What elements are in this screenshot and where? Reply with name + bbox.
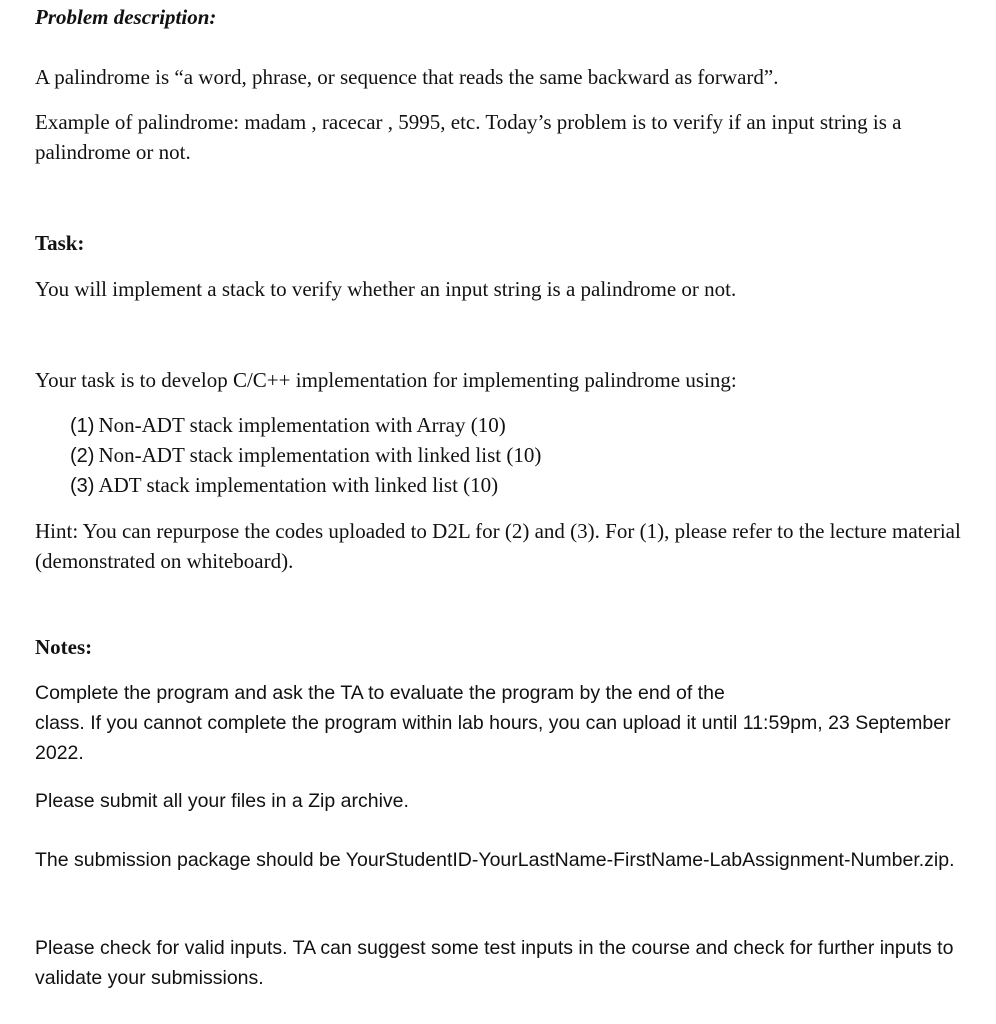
notes-package-name: The submission package should be YourStudentID-YourLastName-FirstName-LabAssignment-Number.zip. bbox=[35, 849, 955, 871]
list-item-text: Non-ADT stack implementation with Array (10) bbox=[98, 413, 506, 437]
problem-heading: Problem description: bbox=[35, 5, 217, 29]
notes-complete-program bbox=[35, 678, 970, 768]
implementation-list bbox=[70, 410, 920, 500]
task-heading: Task: bbox=[35, 231, 85, 255]
list-item-text: Non-ADT stack implementation with linked list (10) bbox=[98, 443, 542, 467]
list-item bbox=[70, 440, 920, 470]
list-item-number: (3) bbox=[70, 475, 95, 497]
list-item-number: (1) bbox=[70, 415, 95, 437]
task-statement: You will implement a stack to verify whether an input string is a palindrome or not. bbox=[35, 277, 737, 301]
palindrome-examples: Example of palindrome: madam , racecar , 5995, etc. Today’s problem is to verify if an input string is a palindrome or not. bbox=[35, 110, 902, 164]
list-item bbox=[70, 410, 920, 440]
hint-text: Hint: You can repurpose the codes uploaded to D2L for (2) and (3). For (1), please refer to the lecture material (demonstrated on whiteboard). bbox=[35, 519, 961, 573]
notes-complete-line-1: Complete the program and ask the TA to evaluate the program by the end of the bbox=[35, 682, 725, 704]
notes-heading: Notes: bbox=[35, 635, 93, 659]
list-item bbox=[70, 470, 920, 500]
palindrome-definition: A palindrome is “a word, phrase, or sequence that reads the same backward as forward”. bbox=[35, 65, 779, 89]
notes-complete-line-2: class. If you cannot complete the program within lab hours, you can upload it until 11:59pm, 23 September 2022. bbox=[35, 712, 951, 764]
list-item-number: (2) bbox=[70, 445, 95, 467]
list-item-text: ADT stack implementation with linked list (10) bbox=[98, 473, 499, 497]
task-intro: Your task is to develop C/C++ implementation for implementing palindrome using: bbox=[35, 368, 737, 392]
notes-zip-instruction: Please submit all your files in a Zip archive. bbox=[35, 790, 409, 812]
notes-valid-inputs: Please check for valid inputs. TA can suggest some test inputs in the course and check for further inputs to validate your submissions. bbox=[35, 937, 954, 989]
